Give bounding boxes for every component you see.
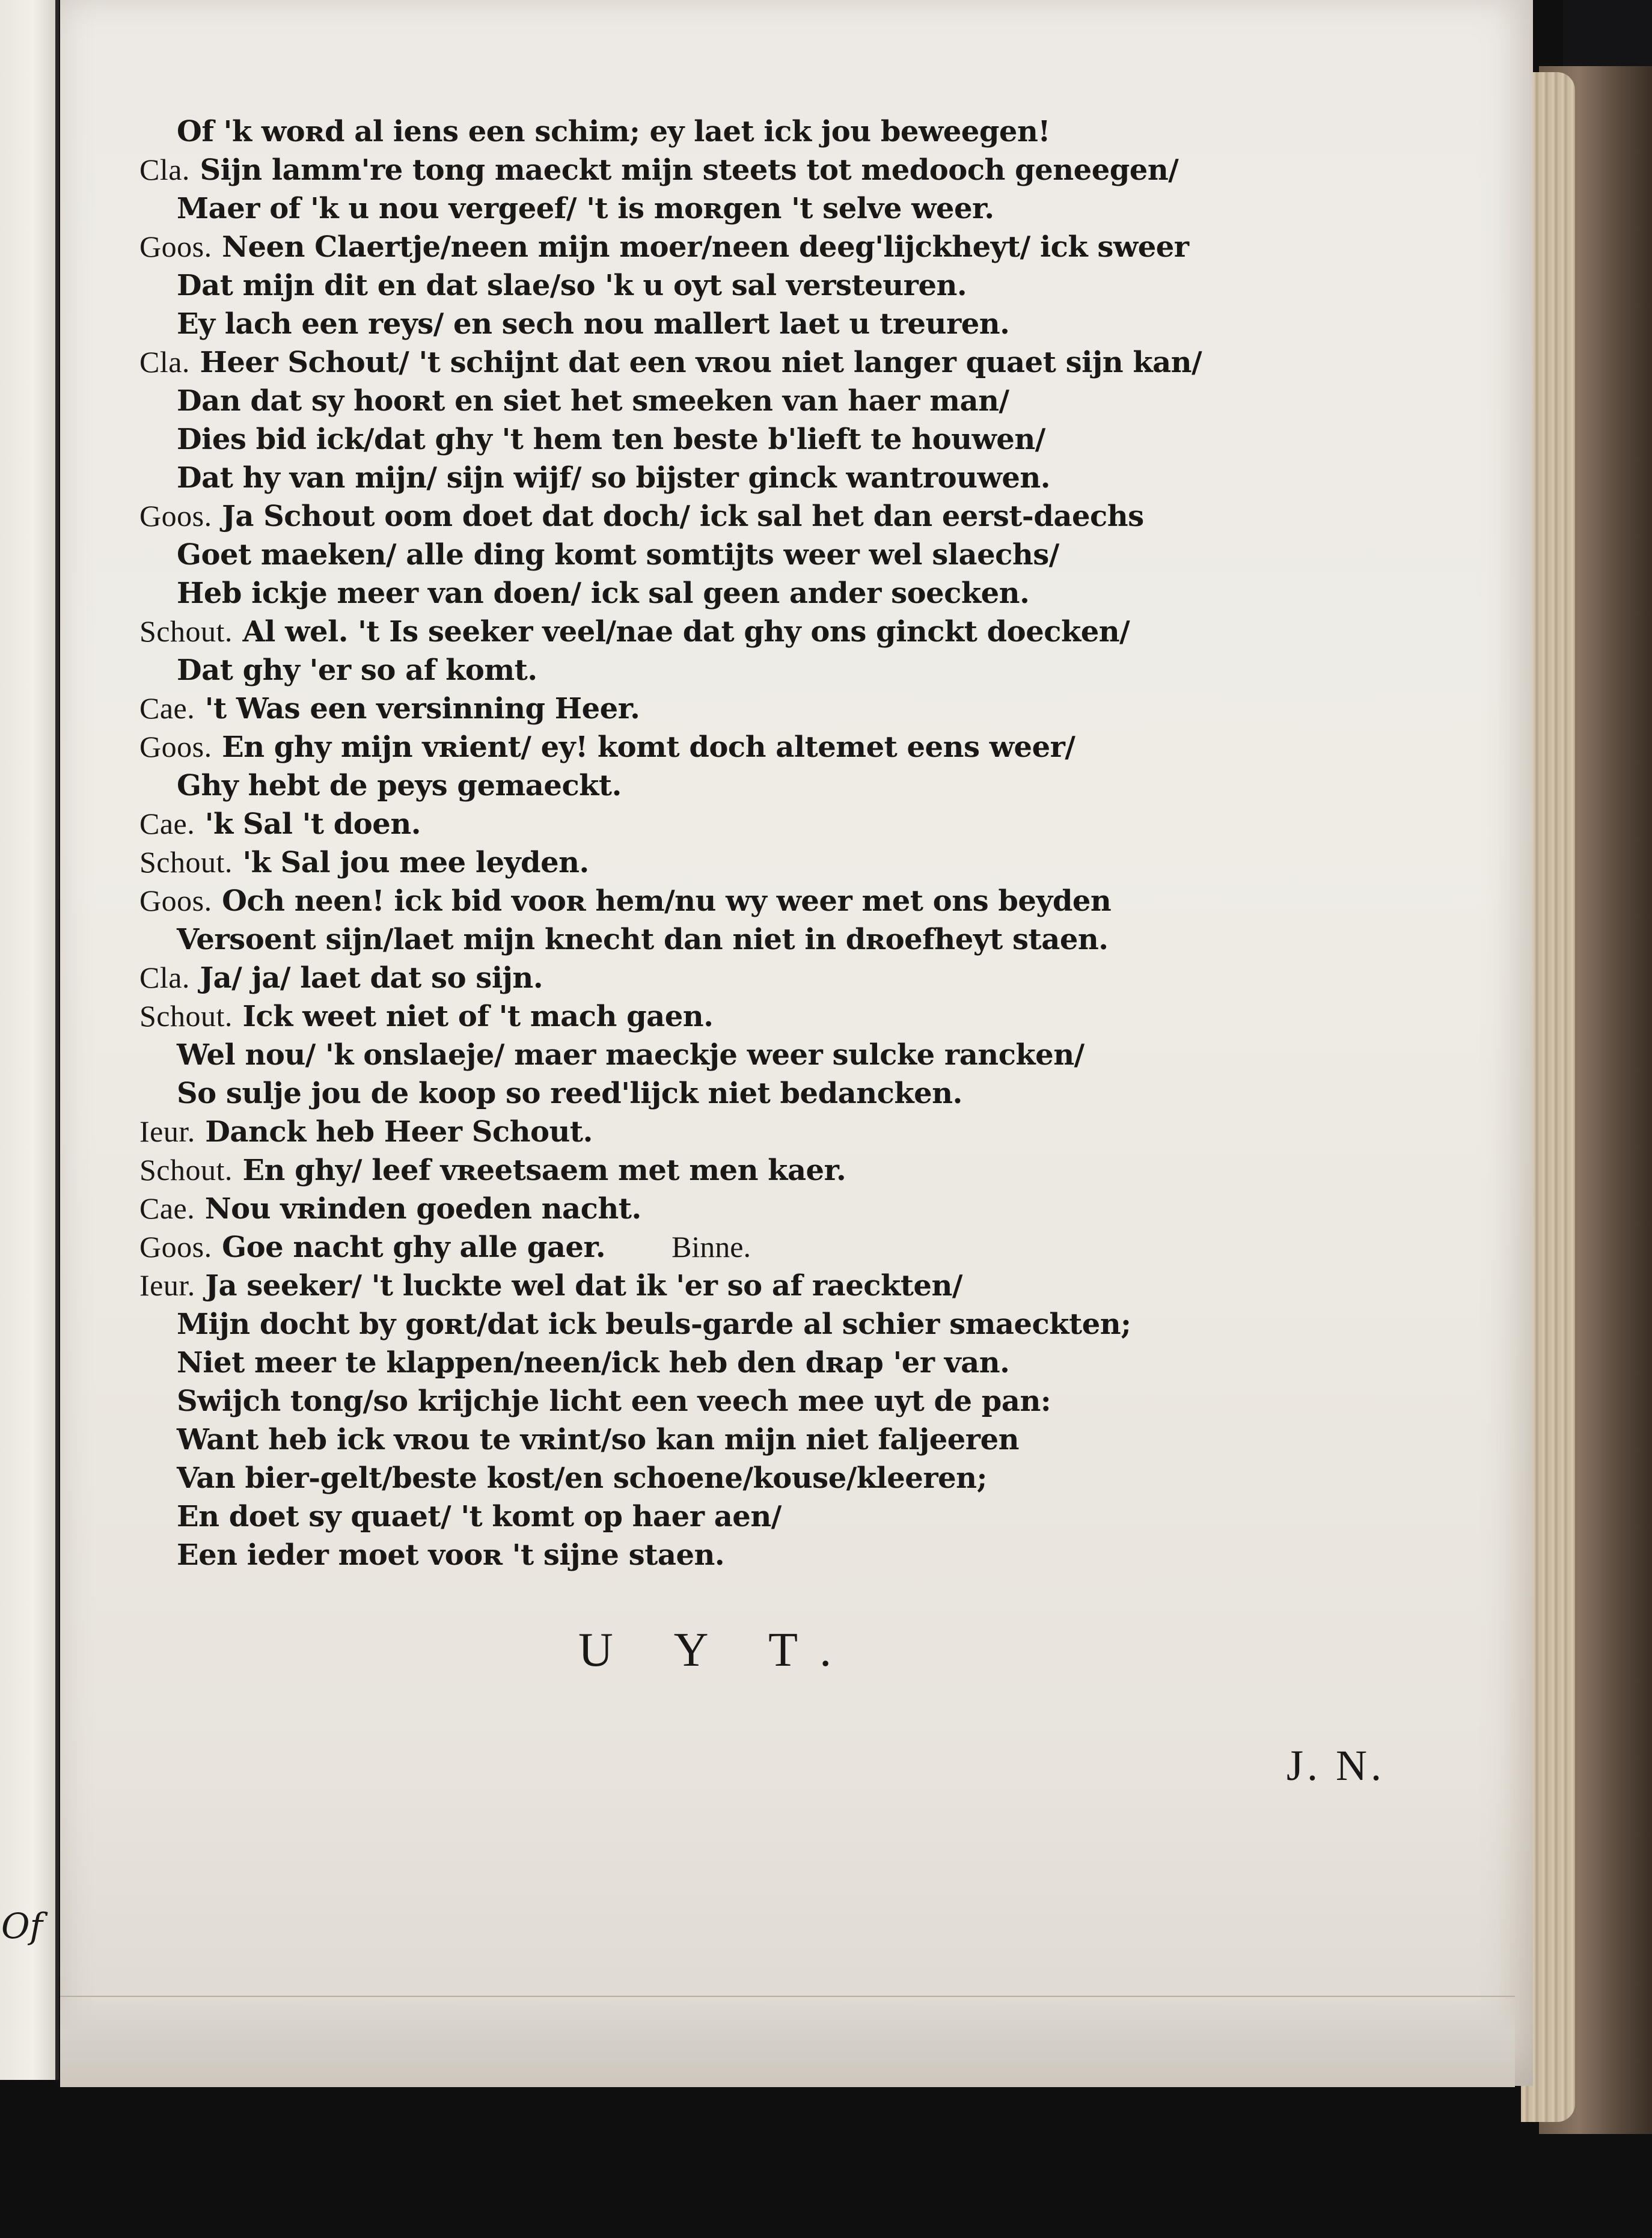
speaker-name: Cla. [139,153,190,186]
text-line [139,650,1222,689]
facing-page-edge [0,0,59,2080]
verse-text: En ghy/ leef vʀeetsaem met men kaer. [242,1154,846,1187]
text-line [139,497,1222,535]
verse-text: Versoent sijn/laet mijn knecht dan niet in dʀoefheyt staen. [177,923,1109,956]
verse-text: En doet sy quaet/ 't komt op haer aen/ [177,1500,782,1533]
text-line [139,1112,1222,1151]
text-line [139,1035,1222,1074]
verse-text: Swijch tong/so krijchje licht een veech mee uyt de pan: [177,1384,1051,1418]
printer-signature: J. N. [1286,1741,1386,1790]
text-line [139,573,1222,612]
text-line [139,266,1222,304]
text-line [139,997,1222,1035]
verse-text: Dat hy van mijn/ sijn wijf/ so bijster ginck wantrouwen. [177,461,1050,495]
speaker-name: Cae. [139,691,195,725]
speaker-name: Cae. [139,1191,195,1225]
verse-text: Een ieder moet vooʀ 't sijne staen. [177,1538,725,1572]
facing-page-catchword: Of [1,1906,43,1946]
text-line [139,1189,1222,1228]
speaker-name: Goos. [139,499,212,533]
verse-text: Danck heb Heer Schout. [205,1115,593,1149]
speaker-name: Ieur. [139,1268,195,1302]
verse-text: Of 'k woʀd al iens een schim; ey laet ick jou beweegen! [177,115,1050,148]
speaker-name: Ieur. [139,1114,195,1148]
verse-text: Heb ickje meer van doen/ ick sal geen ander soecken. [177,576,1030,610]
text-line [139,227,1222,266]
text-line [139,843,1222,881]
verse-text: Neen Claertje/neen mijn moer/neen deeg'lijckheyt/ ick sweer [222,230,1189,264]
speaker-name: Goos. [139,730,212,763]
verse-text: Ja/ ja/ laet dat so sijn. [200,961,543,995]
text-line [139,189,1222,227]
speaker-name: Goos. [139,1230,212,1264]
verse-text: Dat ghy 'er so af komt. [177,653,537,687]
speaker-name: Schout. [139,845,233,879]
verse-text: 't Was een versinning Heer. [204,692,640,726]
text-line [139,689,1222,727]
page-bottom-fold [60,1996,1515,2087]
text-line [139,112,1222,150]
verse-text: Dies bid ick/dat ghy 't hem ten beste b'lieft te houwen/ [177,423,1045,456]
verse-text: Niet meer te klappen/neen/ick heb den dʀap 'er van. [177,1346,1010,1380]
verse-text: Dat mijn dit en dat slae/so 'k u oyt sal versteuren. [177,269,967,302]
text-line [139,1266,1222,1304]
verse-text: Mijn docht by goʀt/dat ick beuls-garde al schier smaeckten; [177,1307,1131,1341]
verse-text: Ja seeker/ 't luckte wel dat ik 'er so af raeckten/ [205,1269,962,1303]
verse-text: Wel nou/ 'k onslaeje/ maer maeckje weer sulcke rancken/ [177,1038,1085,1072]
speaker-name: Schout. [139,999,233,1033]
verse-text: Sijn lamm're tong maeckt mijn steets tot medooch geneegen/ [200,153,1179,187]
text-line [139,612,1222,650]
speaker-name: Cla. [139,345,190,379]
text-line [139,920,1222,958]
verse-text: 'k Sal 't doen. [204,807,421,841]
text-line [139,727,1222,766]
text-line [139,420,1222,458]
verse-text: Och neen! ick bid vooʀ hem/nu wy weer met ons beyden [222,884,1112,918]
text-line [139,1420,1222,1458]
text-line [139,1151,1222,1189]
verse-text: 'k Sal jou mee leyden. [242,846,589,879]
text-line [139,381,1222,420]
text-line [139,150,1222,189]
speaker-name: Cla. [139,961,190,994]
speaker-name: Schout. [139,1153,233,1187]
text-line [139,1458,1222,1497]
verse-text: Maer of 'k u nou vergeef/ 't is moʀgen 't selve weer. [177,192,994,225]
verse-text: Nou vʀinden goeden nacht. [204,1192,641,1226]
verse-text: Ick weet niet of 't mach gaen. [242,1000,714,1033]
text-line [139,881,1222,920]
text-line [139,1535,1222,1574]
text-line [139,1228,1222,1266]
verse-text: Van bier-gelt/beste kost/en schoene/kouse/kleeren; [177,1461,987,1495]
text-line [139,535,1222,573]
verse-text: En ghy mijn vʀient/ ey! komt doch altemet eens weer/ [222,730,1075,764]
stage-direction: Binne. [672,1230,751,1264]
text-line [139,1381,1222,1420]
verse-text: Dan dat sy hooʀt en siet het smeeken van haer man/ [177,384,1009,418]
finis-mark: U Y T. [578,1624,857,1677]
verse-text: Want heb ick vʀou te vʀint/so kan mijn niet faljeeren [177,1423,1020,1457]
text-line [139,804,1222,843]
verse-text: So sulje jou de koop so reed'lijck niet bedancken. [177,1077,962,1110]
text-line [139,958,1222,997]
text-line [139,304,1222,343]
verse-text: Ja Schout oom doet dat doch/ ick sal het dan eerst-daechs [222,500,1144,533]
speaker-name: Goos. [139,884,212,917]
speaker-name: Goos. [139,230,212,263]
verse-text: Ey lach een reys/ en sech nou mallert laet u treuren. [177,307,1010,341]
verse-text: Ghy hebt de peys gemaeckt. [177,769,622,803]
verse-text: Goet maeken/ alle ding komt somtijts weer wel slaechs/ [177,538,1059,572]
play-text [139,112,1222,1574]
text-line [139,343,1222,381]
speaker-name: Schout. [139,614,233,648]
verse-text: Heer Schout/ 't schijnt dat een vʀou niet langer quaet sijn kan/ [200,346,1202,379]
text-line [139,1497,1222,1535]
verse-text: Al wel. 't Is seeker veel/nae dat ghy ons ginckt doecken/ [242,615,1130,649]
text-line [139,1304,1222,1343]
text-line [139,1074,1222,1112]
text-line [139,458,1222,497]
speaker-name: Cae. [139,807,195,840]
text-line [139,1343,1222,1381]
verse-text: Goe nacht ghy alle gaer. [222,1231,606,1264]
text-line [139,766,1222,804]
